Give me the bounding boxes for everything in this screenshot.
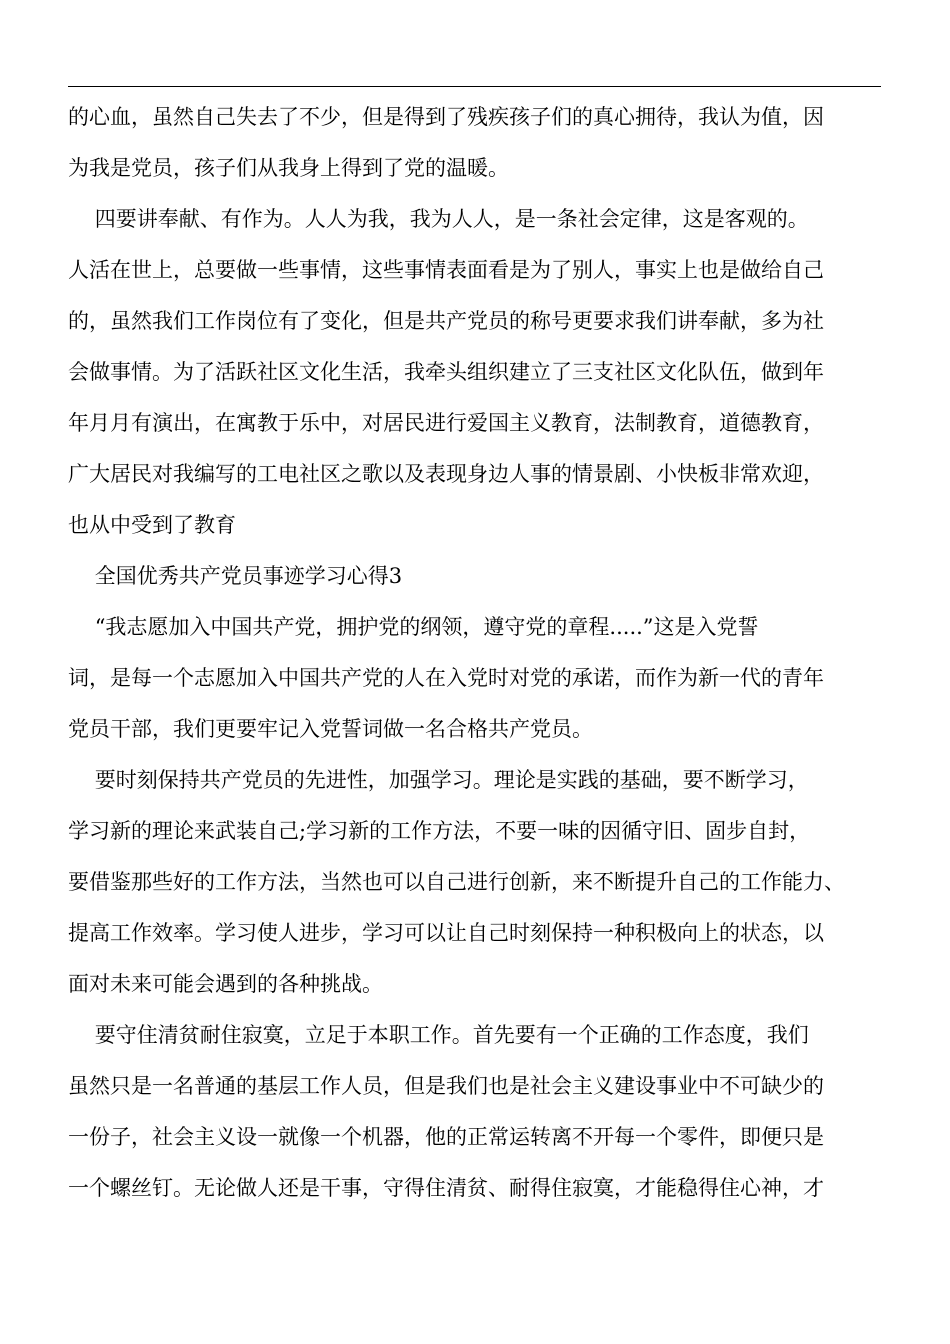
text-line: 要守住清贫耐住寂寞，立足于本职工作。首先要有一个正确的工作态度，我们 [68, 1023, 809, 1047]
text-line: 一个螺丝钉。无论做人还是干事，守得住清贫、耐得住寂寞，才能稳得住心神，才 [68, 1176, 824, 1200]
text-line: 四要讲奉献、有作为。人人为我，我为人人，是一条社会定律，这是客观的。 [68, 207, 809, 231]
section-heading: 全国优秀共产党员事迹学习心得3 [68, 564, 403, 588]
text-line: 人活在世上，总要做一些事情，这些事情表面看是为了别人，事实上也是做给自己 [68, 258, 824, 282]
text-line: 的心血，虽然自己失去了不少，但是得到了残疾孩子们的真心拥待，我认为值，因 [68, 105, 824, 129]
text-line: 提高工作效率。学习使人进步，学习可以让自己时刻保持一种积极向上的状态，以 [68, 921, 824, 945]
text-line: 面对未来可能会遇到的各种挑战。 [68, 972, 383, 996]
text-line: 广大居民对我编写的工电社区之歌以及表现身边人事的情景剧、小快板非常欢迎， [68, 462, 824, 486]
text-line: 要借鉴那些好的工作方法，当然也可以自己进行创新，来不断提升自己的工作能力、 [68, 870, 845, 894]
text-line: 学习新的理论来武装自己;学习新的工作方法，不要一味的因循守旧、固步自封， [68, 819, 811, 843]
text-line: 要时刻保持共产党员的先进性，加强学习。理论是实践的基础，要不断学习， [68, 768, 809, 792]
text-line: 词，是每一个志愿加入中国共产党的人在入党时对党的承诺，而作为新一代的青年 [68, 666, 824, 690]
text-line: 年月月有演出，在寓教于乐中，对居民进行爱国主义教育，法制教育，道德教育， [68, 411, 824, 435]
text-line: 的，虽然我们工作岗位有了变化，但是共产党员的称号更要求我们讲奉献，多为社 [68, 309, 824, 333]
text-line: 党员干部，我们更要牢记入党誓词做一名合格共产党员。 [68, 717, 593, 741]
text-line: 为我是党员，孩子们从我身上得到了党的温暖。 [68, 156, 509, 180]
text-line: 也从中受到了教育 [68, 513, 236, 537]
header-rule [68, 86, 881, 87]
text-line: 会做事情。为了活跃社区文化生活，我牵头组织建立了三支社区文化队伍，做到年 [68, 360, 824, 384]
text-line: 虽然只是一名普通的基层工作人员，但是我们也是社会主义建设事业中不可缺少的 [68, 1074, 824, 1098]
text-line: 一份子，社会主义设一就像一个机器，他的正常运转离不开每一个零件，即便只是 [68, 1125, 824, 1149]
body-text [68, 92, 888, 1214]
text-line: “我志愿加入中国共产党，拥护党的纲领，遵守党的章程.....”这是入党誓 [68, 615, 759, 639]
